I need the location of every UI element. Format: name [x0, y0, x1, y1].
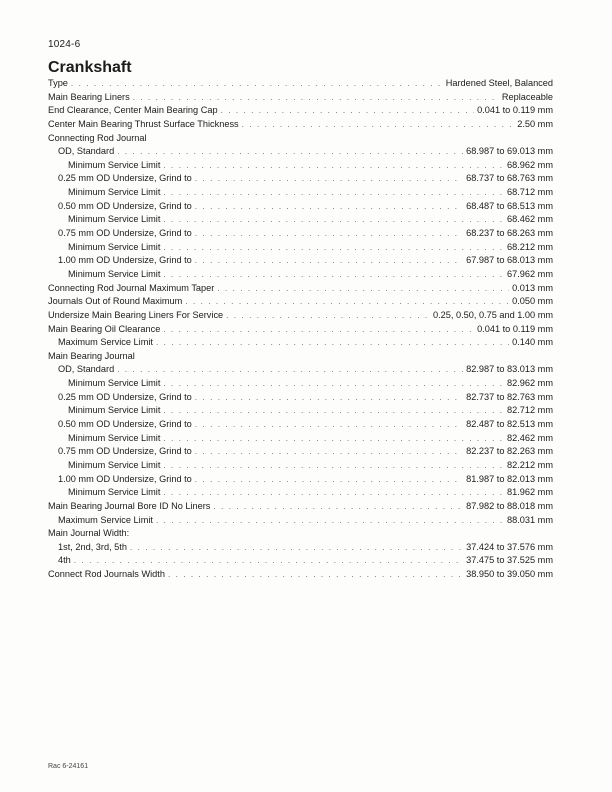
spec-label: Minimum Service Limit	[68, 214, 161, 225]
spec-list	[48, 77, 553, 582]
dot-leader	[133, 91, 499, 105]
dot-leader	[163, 268, 504, 282]
spec-value: 68.237 to 68.263 mm	[466, 228, 553, 239]
dot-leader	[117, 145, 463, 159]
spec-label: Undersize Main Bearing Liners For Service	[48, 309, 224, 320]
spec-row	[48, 500, 553, 514]
spec-row	[48, 227, 553, 241]
spec-label: Connecting Rod Journal	[48, 132, 147, 143]
spec-value: 82.712 mm	[507, 405, 553, 416]
dot-leader	[195, 172, 463, 186]
footer-reference: Rac 6-24161	[48, 763, 89, 770]
spec-label: 1.00 mm OD Undersize, Grind to	[58, 473, 192, 484]
spec-row	[48, 172, 553, 186]
spec-label: 1.00 mm OD Undersize, Grind to	[58, 255, 192, 266]
spec-value: 68.212 mm	[507, 241, 553, 252]
spec-value: 38.950 to 39.050 mm	[466, 569, 553, 580]
spec-value: 82.212 mm	[507, 459, 553, 470]
spec-label: OD, Standard	[58, 146, 115, 157]
dot-leader	[163, 241, 504, 255]
spec-value: 82.237 to 82.263 mm	[466, 446, 553, 457]
dot-leader	[185, 295, 509, 309]
spec-row	[48, 254, 553, 268]
spec-value: 88.031 mm	[507, 514, 553, 525]
spec-label: Connecting Rod Journal Maximum Taper	[48, 282, 215, 293]
spec-label: Connect Rod Journals Width	[48, 569, 165, 580]
dot-leader	[195, 200, 463, 214]
dot-leader	[163, 432, 504, 446]
spec-value: 67.987 to 68.013 mm	[466, 255, 553, 266]
spec-value: Replaceable	[501, 91, 553, 102]
spec-label: Minimum Service Limit	[68, 268, 161, 279]
dot-leader	[163, 213, 504, 227]
dot-leader	[117, 363, 463, 377]
spec-row	[48, 391, 553, 405]
spec-label: Main Bearing Liners	[48, 91, 130, 102]
spec-label: 0.50 mm OD Undersize, Grind to	[58, 200, 192, 211]
spec-label: 0.50 mm OD Undersize, Grind to	[58, 419, 192, 430]
spec-row	[48, 445, 553, 459]
spec-row	[48, 145, 553, 159]
spec-label: 1st, 2nd, 3rd, 5th	[58, 541, 127, 552]
spec-row	[48, 159, 553, 173]
dot-leader	[163, 159, 504, 173]
spec-value: 82.462 mm	[507, 432, 553, 443]
spec-label: 0.75 mm OD Undersize, Grind to	[58, 446, 192, 457]
spec-value: Hardened Steel, Balanced	[445, 78, 553, 88]
spec-label: Minimum Service Limit	[68, 432, 161, 443]
spec-row	[48, 486, 553, 500]
spec-value: 68.737 to 68.763 mm	[466, 173, 553, 184]
dot-leader	[163, 459, 504, 473]
spec-label: 4th	[58, 555, 71, 566]
spec-label: Minimum Service Limit	[68, 487, 161, 498]
dot-leader	[156, 336, 509, 350]
spec-value: 67.962 mm	[507, 268, 553, 279]
spec-row	[48, 282, 553, 296]
dot-leader	[163, 486, 504, 500]
spec-value: 68.962 mm	[507, 159, 553, 170]
spec-value: 0.140 mm	[512, 337, 553, 348]
spec-value: 68.462 mm	[507, 214, 553, 225]
spec-label: Minimum Service Limit	[68, 187, 161, 198]
spec-row	[48, 241, 553, 255]
dot-leader	[71, 77, 443, 91]
dot-leader	[213, 500, 463, 514]
spec-value: 0.013 mm	[512, 282, 553, 293]
spec-label: Minimum Service Limit	[68, 241, 161, 252]
spec-row	[48, 350, 553, 364]
spec-row	[48, 541, 553, 555]
spec-row	[48, 336, 553, 350]
spec-row	[48, 213, 553, 227]
spec-label: Main Bearing Journal Bore ID No Liners	[48, 500, 211, 511]
spec-value: 0.041 to 0.119 mm	[477, 105, 553, 116]
dot-leader	[163, 323, 474, 337]
dot-leader	[195, 254, 463, 268]
spec-label: 0.75 mm OD Undersize, Grind to	[58, 228, 192, 239]
dot-leader	[242, 118, 515, 132]
dot-leader	[195, 227, 463, 241]
spec-label: Minimum Service Limit	[68, 378, 161, 389]
spec-value: 37.424 to 37.576 mm	[466, 541, 553, 552]
spec-row	[48, 77, 553, 91]
spec-value: 0.050 mm	[512, 296, 553, 307]
dot-leader	[226, 309, 430, 323]
spec-value: 2.50 mm	[517, 118, 553, 129]
dot-leader	[217, 282, 509, 296]
spec-label: OD, Standard	[58, 364, 115, 375]
spec-label: Minimum Service Limit	[68, 159, 161, 170]
spec-value: 82.737 to 82.763 mm	[466, 391, 553, 402]
dot-leader	[163, 186, 504, 200]
spec-label: Maximum Service Limit	[58, 514, 153, 525]
spec-value: 68.987 to 69.013 mm	[466, 146, 553, 157]
spec-label: End Clearance, Center Main Bearing Cap	[48, 105, 218, 116]
spec-label: Main Journal Width:	[48, 528, 130, 539]
spec-label: Main Bearing Oil Clearance	[48, 323, 161, 334]
dot-leader	[163, 377, 504, 391]
spec-row	[48, 432, 553, 446]
dot-leader	[130, 541, 463, 555]
dot-leader	[195, 445, 463, 459]
spec-row	[48, 527, 553, 541]
page-number: 1024-6	[48, 39, 81, 50]
spec-row	[48, 200, 553, 214]
spec-value: 0.041 to 0.119 mm	[477, 323, 553, 334]
spec-value: 82.987 to 83.013 mm	[466, 364, 553, 375]
spec-label: Minimum Service Limit	[68, 405, 161, 416]
spec-row	[48, 514, 553, 528]
spec-value: 68.712 mm	[507, 187, 553, 198]
dot-leader	[168, 568, 463, 582]
spec-row	[48, 186, 553, 200]
spec-value: 37.475 to 37.525 mm	[466, 555, 553, 566]
spec-value: 0.25, 0.50, 0.75 and 1.00 mm	[432, 309, 553, 320]
spec-label: Minimum Service Limit	[68, 459, 161, 470]
spec-label: Main Bearing Journal	[48, 350, 135, 361]
spec-row	[48, 363, 553, 377]
spec-row	[48, 404, 553, 418]
spec-value: 81.987 to 82.013 mm	[466, 473, 553, 484]
spec-label: Center Main Bearing Thrust Surface Thickness	[48, 118, 239, 129]
spec-row	[48, 568, 553, 582]
dot-leader	[195, 391, 463, 405]
spec-label: Journals Out of Round Maximum	[48, 296, 183, 307]
spec-row	[48, 418, 553, 432]
dot-leader	[195, 418, 463, 432]
spec-value: 82.487 to 82.513 mm	[466, 419, 553, 430]
spec-label: Type	[48, 78, 68, 88]
dot-leader	[156, 514, 504, 528]
spec-row	[48, 459, 553, 473]
dot-leader	[74, 554, 463, 568]
spec-row	[48, 323, 553, 337]
dot-leader	[195, 473, 463, 487]
spec-value: 81.962 mm	[507, 487, 553, 498]
spec-row	[48, 295, 553, 309]
spec-row	[48, 377, 553, 391]
spec-label: Maximum Service Limit	[58, 337, 153, 348]
dot-leader	[163, 404, 504, 418]
spec-row	[48, 118, 553, 132]
section-title: Crankshaft	[48, 59, 132, 76]
spec-value: 68.487 to 68.513 mm	[466, 200, 553, 211]
spec-value: 87.982 to 88.018 mm	[466, 500, 553, 511]
spec-row	[48, 268, 553, 282]
spec-value: 82.962 mm	[507, 378, 553, 389]
spec-row	[48, 104, 553, 118]
spec-row	[48, 132, 553, 146]
spec-row	[48, 554, 553, 568]
spec-label: 0.25 mm OD Undersize, Grind to	[58, 173, 192, 184]
dot-leader	[221, 104, 475, 118]
spec-row	[48, 91, 553, 105]
spec-label: 0.25 mm OD Undersize, Grind to	[58, 391, 192, 402]
spec-row	[48, 309, 553, 323]
spec-row	[48, 473, 553, 487]
